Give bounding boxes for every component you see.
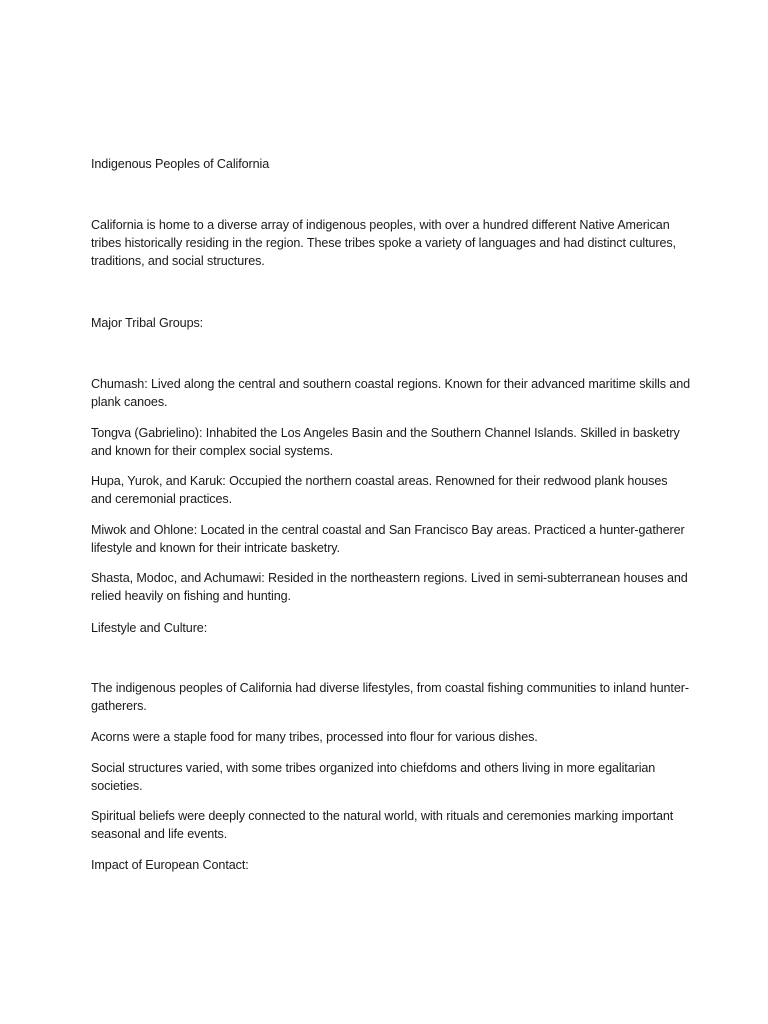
section-heading-impact-of-european-contact: Impact of European Contact:	[91, 858, 249, 872]
paragraph-lifestyles: The indigenous peoples of California had diverse lifestyles, from coastal fishing communities to inland hunter-gatherers.	[91, 681, 689, 713]
paragraph-miwok-ohlone: Miwok and Ohlone: Located in the central coastal and San Francisco Bay areas. Practiced a hunter-gatherer lifestyle and known for their intricate basketry.	[91, 523, 685, 555]
paragraph-social-structures: Social structures varied, with some tribes organized into chiefdoms and others living in more egalitarian societies.	[91, 761, 656, 793]
paragraph-spiritual-beliefs: Spiritual beliefs were deeply connected to the natural world, with rituals and ceremonies marking important seasonal and life events.	[91, 809, 674, 841]
document-title: Indigenous Peoples of California	[91, 157, 270, 171]
paragraph-chumash: Chumash: Lived along the central and southern coastal regions. Known for their advanced maritime skills and plank canoes.	[91, 377, 691, 409]
paragraph-acorns: Acorns were a staple food for many tribes, processed into flour for various dishes.	[91, 730, 538, 744]
paragraph-hupa-yurok-karuk: Hupa, Yurok, and Karuk: Occupied the northern coastal areas. Renowned for their redwood plank houses and ceremonial practices.	[91, 474, 668, 506]
section-heading-major-tribal-groups: Major Tribal Groups:	[91, 316, 204, 330]
paragraph-shasta-modoc-achumawi: Shasta, Modoc, and Achumawi: Resided in the northeastern regions. Lived in semi-subterranean houses and relied heavily on fishing and hunting.	[91, 571, 688, 603]
paragraph-tongva: Tongva (Gabrielino): Inhabited the Los Angeles Basin and the Southern Channel Islands. Skilled in basketry and known for their complex social systems.	[91, 426, 680, 458]
intro-paragraph: California is home to a diverse array of indigenous peoples, with over a hundred different Native American tribes historically residing in the region. These tribes spoke a variety of languages and had distinct cultures, traditions, and social structures.	[91, 218, 676, 268]
section-heading-lifestyle-and-culture: Lifestyle and Culture:	[91, 621, 208, 635]
